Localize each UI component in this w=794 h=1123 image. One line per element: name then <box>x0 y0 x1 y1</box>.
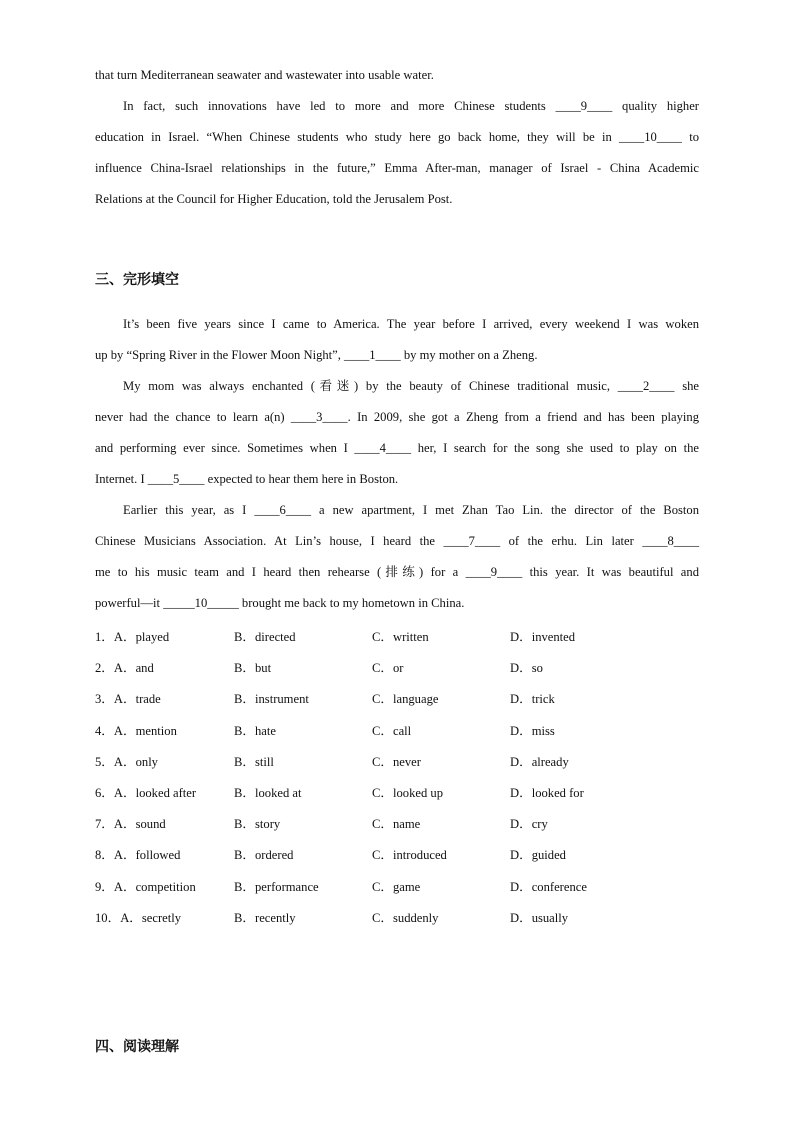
option-c: C．written <box>372 630 429 644</box>
option-a: 1．A．played <box>95 630 170 644</box>
cloze-options <box>95 626 715 938</box>
option-d: D．trick <box>510 692 555 707</box>
option-d: D．so <box>510 661 543 676</box>
passage-line: Earlier this year, as I ____6____ a new apartment, I met Zhan Tao Lin. the director of the Boston <box>123 503 699 517</box>
option-d: D．cry <box>510 817 548 832</box>
option-b: B．ordered <box>234 848 294 863</box>
question-row <box>95 876 715 907</box>
option-a: 8．A．followed <box>95 848 181 863</box>
option-b: B．story <box>234 817 281 832</box>
option-d: D．looked for <box>510 785 584 800</box>
cloze-passage <box>95 309 699 619</box>
option-b: B．hate <box>234 723 276 738</box>
option-c: C．introduced <box>372 848 447 863</box>
passage-line: Internet. I ____5____ expected to hear them here in Boston. <box>95 472 399 486</box>
option-a: 2．A．and <box>95 661 154 676</box>
option-b: B．but <box>234 661 272 676</box>
option-c: C．or <box>372 661 404 676</box>
passage-line: that turn Mediterranean seawater and wastewater into usable water. <box>95 68 434 82</box>
passage-line: It’s been five years since I came to America. The year before I arrived, every weekend I was woken <box>123 317 699 331</box>
question-row <box>95 720 715 751</box>
option-c: C．never <box>372 754 421 769</box>
option-a: 5．A．only <box>95 754 158 769</box>
question-row <box>95 907 715 938</box>
option-d: D．invented <box>510 630 576 644</box>
option-d: D．miss <box>510 723 555 738</box>
question-row <box>95 844 715 875</box>
question-row <box>95 657 715 688</box>
option-a: 10．A．secretly <box>95 910 182 925</box>
passage-line: up by “Spring River in the Flower Moon Night”, ____1____ by my mother on a Zheng. <box>95 348 538 362</box>
option-d: D．usually <box>510 910 569 925</box>
option-c: C．suddenly <box>372 910 439 925</box>
passage-line: My mom was always enchanted (看迷) by the beauty of Chinese traditional music, ____2____ she <box>123 379 699 393</box>
section-heading-cloze: 三、完形填空 <box>95 272 179 288</box>
passage-line: In fact, such innovations have led to more and more Chinese students ____9____ quality higher <box>123 99 699 113</box>
option-d: D．guided <box>510 848 566 863</box>
question-row <box>95 782 715 813</box>
option-d: D．conference <box>510 879 587 894</box>
option-c: C．language <box>372 692 439 707</box>
question-row <box>95 751 715 782</box>
passage-line: powerful—it _____10_____ brought me back to my hometown in China. <box>95 596 465 610</box>
option-a: 3．A．trade <box>95 692 161 707</box>
option-b: B．performance <box>234 879 319 894</box>
passage-top <box>95 60 699 215</box>
option-b: B．directed <box>234 630 296 644</box>
option-c: C．game <box>372 879 421 894</box>
question-row <box>95 688 715 719</box>
option-b: B．recently <box>234 910 296 925</box>
question-row <box>95 813 715 844</box>
option-d: D．already <box>510 754 569 769</box>
option-c: C．call <box>372 723 412 738</box>
option-b: B．looked at <box>234 785 302 800</box>
section-heading-reading: 四、阅读理解 <box>95 1039 179 1055</box>
question-row <box>95 626 715 657</box>
option-a: 7．A．sound <box>95 817 166 832</box>
option-c: C．looked up <box>372 785 444 800</box>
option-c: C．name <box>372 817 421 832</box>
passage-line: me to his music team and I heard then rehearse (排练) for a ____9____ this year. It was beautiful and <box>95 565 699 579</box>
passage-line: never had the chance to learn a(n) ____3____. In 2009, she got a Zheng from a friend and has been playing <box>95 410 699 424</box>
option-b: B．still <box>234 754 274 769</box>
option-a: 4．A．mention <box>95 723 177 738</box>
passage-line: Chinese Musicians Association. At Lin’s house, I heard the ____7____ of the erhu. Lin later ____8____ <box>95 534 699 548</box>
passage-line: influence China-Israel relationships in the future,” Emma After-man, manager of Israel - China Academic <box>95 161 699 175</box>
option-b: B．instrument <box>234 692 309 707</box>
passage-line: Relations at the Council for Higher Education, told the Jerusalem Post. <box>95 192 453 206</box>
option-a: 9．A．competition <box>95 879 196 894</box>
option-a: 6．A．looked after <box>95 785 197 800</box>
passage-line: education in Israel. “When Chinese students who study here go back home, they will be in ____10____ to <box>95 130 699 144</box>
passage-line: and performing ever since. Sometimes when I ____4____ her, I search for the song she used to play on the <box>95 441 699 455</box>
